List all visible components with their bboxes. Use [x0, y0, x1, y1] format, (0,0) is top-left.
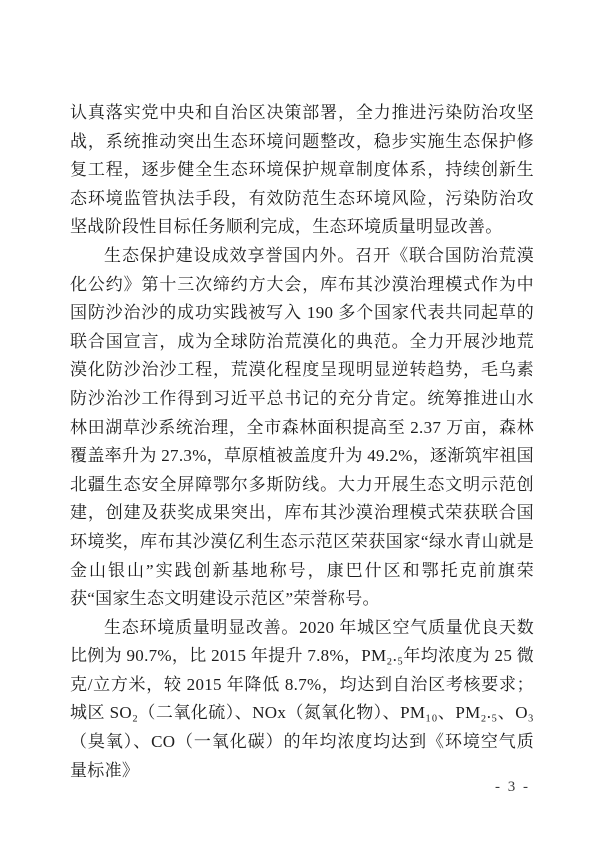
paragraph-1: 认真落实党中央和自治区决策部署，全力推进污染防治攻坚战，系统推动突出生态环境问题整改，稳步实施生态保护修复工程，逐步健全生态环境保护规章制度体系，持续创新生态环境监管执法手段，有效防范生态环境风险，污染防治攻坚战阶段性目标任务顺利完成，生态环境质量明显改善。: [70, 103, 534, 237]
document-body: [70, 99, 534, 785]
paragraph-3: 生态环境质量明显改善。2020 年城区空气质量优良天数比例为 90.7%，比 2015 年提升 7.8%，PM₂.₅年均浓度为 25 微克/立方米，较 2015 年降低 8.7%，均达到自治区考核要求；城区 SO₂（二氧化硫）、NOx（氮氧化物）、PM₁₀、PM₂.₅、O₃（臭氧）、CO（一氧化碳）的年均浓度均达到《环境空气质量标准》: [70, 617, 534, 780]
page-number: - 3 -: [495, 779, 530, 795]
paragraph-2: 生态保护建设成效享誉国内外。召开《联合国防治荒漠化公约》第十三次缔约方大会，库布其沙漠治理模式作为中国防沙治沙的成功实践被写入 190 多个国家代表共同起草的联合国宣言，成为全球防治荒漠化的典范。全力开展沙地荒漠化防沙治沙工程，荒漠化程度呈现明显逆转趋势，毛乌素防沙治沙工作得到习近平总书记的充分肯定。统筹推进山水林田湖草沙系统治理，全市森林面积提高至 2.37 万亩，森林覆盖率升为 27.3%，草原植被盖度升为 49.2%，逐渐筑牢祖国北疆生态安全屏障鄂尔多斯防线。大力开展生态文明示范创建，创建及获奖成果突出，库布其沙漠治理模式荣获联合国环境奖，库布其沙漠亿利生态示范区荣获国家“绿水青山就是金山银山”实践创新基地称号，康巴什区和鄂托克前旗荣获“国家生态文明建设示范区”荣誉称号。: [70, 245, 534, 609]
